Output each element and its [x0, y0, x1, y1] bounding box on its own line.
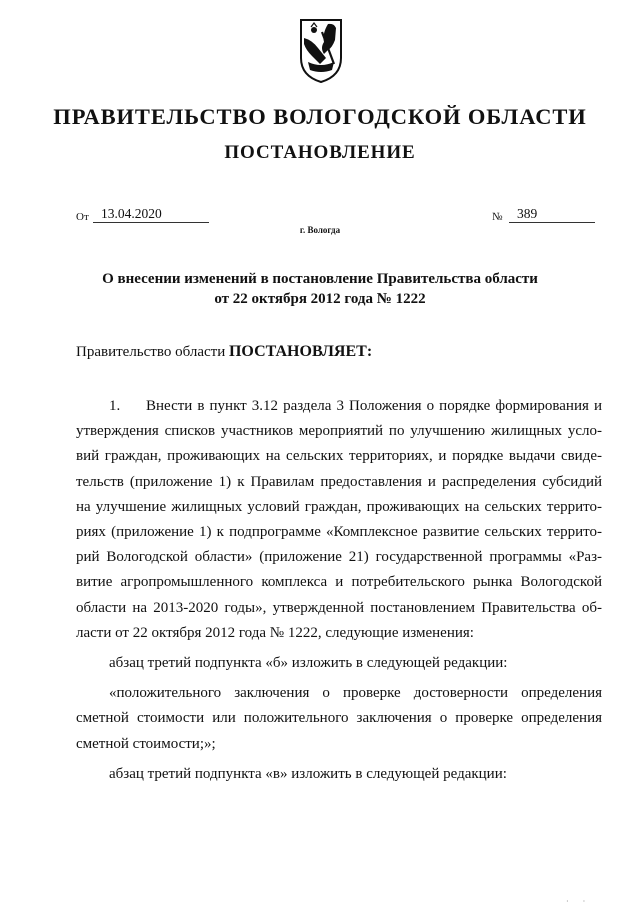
document-kind: ПОСТАНОВЛЕНИЕ: [224, 142, 416, 163]
subject-line: от 22 октября 2012 года № 1222: [214, 291, 426, 307]
body-line: сметной стоимости или положительного заключения о проверке определения: [76, 710, 602, 727]
body-line: ласти от 22 октября 2012 года № 1222, следующие изменения:: [76, 624, 474, 641]
body-line: [76, 394, 602, 419]
body-line: области на 2013-2020 годы», утвержденной постановлением Правительства об-: [76, 599, 602, 616]
document-body: [76, 394, 602, 787]
government-name: ПРАВИТЕЛЬСТВО ВОЛОГОДСКОЙ ОБЛАСТИ: [53, 104, 587, 129]
body-line: витие агропромышленного комплекса и потребительского рынка Вологодской: [76, 574, 602, 591]
body-line: вий граждан, проживающих на сельских территориях, и порядке выдачи свиде-: [76, 448, 602, 465]
body-line-text: Внести в пункт 3.12 раздела 3 Положения о порядке формирования и: [146, 398, 602, 414]
preamble-verb: ПОСТАНОВЛЯЕТ:: [228, 343, 373, 360]
preamble: [76, 343, 372, 361]
document-number: 389: [509, 206, 595, 223]
document-subject: [60, 269, 580, 309]
scan-artifact: · ·: [566, 897, 592, 906]
body-line: «положительного заключения о проверке достоверности определения: [109, 685, 602, 702]
vologda-coat-of-arms-icon: [298, 18, 344, 84]
body-line: сметной стоимости;»;: [76, 735, 216, 752]
document-date: 13.04.2020: [93, 206, 209, 223]
subject-line: О внесении изменений в постановление Правительства области: [102, 271, 538, 287]
body-line: риях (приложение 1) к подпрограмме «Комплексное развитие сельских террито-: [76, 524, 602, 541]
body-line: абзац третий подпункта «в» изложить в следующей редакции:: [109, 765, 507, 782]
date-label: От: [76, 211, 89, 223]
body-line: рий Вологодской области» (приложение 21) государственной программы «Раз-: [76, 549, 602, 566]
preamble-text: Правительство области: [76, 344, 226, 360]
item-number: 1.: [109, 398, 121, 414]
body-line: тельств (приложение 1) к Правилам предоставления и распределения субсидий: [76, 473, 602, 490]
number-label: №: [492, 211, 503, 223]
body-line: на улучшение жилищных условий граждан, проживающих на сельских террито-: [76, 498, 602, 515]
body-line: утверждения списков участников мероприятий по улучшению жилищных усло-: [76, 423, 602, 440]
body-line: абзац третий подпункта «б» изложить в следующей редакции:: [109, 655, 508, 672]
city: г. Вологда: [299, 225, 341, 235]
